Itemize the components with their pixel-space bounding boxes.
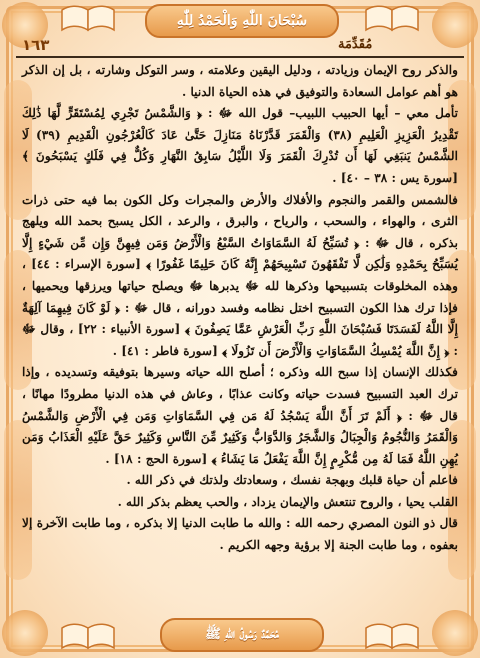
corner-ornament-icon [432, 610, 478, 656]
page-number: ١٦٣ [22, 36, 50, 54]
corner-ornament-icon [2, 610, 48, 656]
paragraph: والذكر روح الإيمان وزيادته ، ودليل اليقين وعلامته ، وسر التوكل وشارته ، بل إن الذكر هو أهم عوامل السعادة والتوفيق في هذه الحياة الدنيا . [22, 63, 458, 99]
section-title: مُقَدِّمَة [338, 37, 373, 52]
top-calligraphy-banner: سُبْحَانَ اللّٰهِ وَالْحَمْدُ لِلّٰهِ [145, 4, 339, 38]
paragraph: فالشمس والقمر والنجوم والأفلاك والأرض والمجرات وكل الكون بما فيه حتى ذرات الثرى ، والهواء ، والسحب ، والرياح ، والبرق ، والرعد ، الكل يسبح بحمد الله ويلهج بذكره ، قال ﷻ : ﴿ تُسَبِّحُ لَهُ السَّمَاوَاتُ السَّبْعُ وَالْأَرْضُ وَمَن فِيهِنَّ وَإِن مِّن شَيْءٍ إِلَّا يُسَبِّحُ بِحَمْدِهِ وَلَٰكِن لَّا تَفْقَهُونَ تَسْبِيحَهُمْ إِنَّهُ كَانَ حَلِيمًا غَفُورًا ﴾ [سورة الإسراء : ٤٤] ، وهذه المخلوقات بتسبيحها وذكرها لله ﷻ يدبرها ﷻ ويصلح حياتها ويرزقها ويحميها ، فإذا ترك هذا الكون التسبيح اختل نظامه وفسد دورانه ، قال ﷻ : ﴿ لَوْ كَانَ فِيهِمَا آلِهَةٌ إِلَّا اللَّهُ لَفَسَدَتَا فَسُبْحَانَ اللَّهِ رَبِّ الْعَرْشِ عَمَّا يَصِفُونَ ﴾ [سورة الأنبياء : ٢٢] ، وقال ﷻ : ﴿ إِنَّ اللَّهَ يُمْسِكُ السَّمَاوَاتِ وَالْأَرْضَ أَن تَزُولَا ﴾ [سورة فاطر : ٤١] . [22, 192, 459, 358]
open-book-icon [60, 622, 116, 650]
paragraph: فاعلم أن حياة قلبك وبهجة نفسك ، وسعادتك ولذتك في ذكر الله . [126, 473, 458, 488]
paragraph: قال ذو النون المصري رحمه الله : والله ما طابت الدنيا إلا بذكره ، وما طابت الآخرة إلا بعفوه ، وما طابت الجنة إلا برؤية وجهه الكريم . [22, 516, 458, 553]
paragraph: القلب يحيا ، والروح تنتعش والإيمان يزداد ، والحب يعظم بذكر الله . [117, 494, 458, 509]
corner-ornament-icon [432, 2, 478, 48]
open-book-icon [364, 4, 420, 32]
header-divider [16, 56, 464, 58]
open-book-icon [364, 622, 420, 650]
bottom-calligraphy-banner: مُحَمَّدٌ رَسُولُ اللّٰهِ ﷺ [160, 618, 324, 652]
body-text [22, 60, 458, 612]
paragraph: تأمل معي – أيها الحبيب اللبيب– قول الله ﷻ : ﴿ وَالشَّمْسُ تَجْرِي لِمُسْتَقَرٍّ لَّهَا ذَٰلِكَ تَقْدِيرُ الْعَزِيزِ الْعَلِيمِ (٣٨) وَالْقَمَرَ قَدَّرْنَاهُ مَنَازِلَ حَتَّىٰ عَادَ كَالْعُرْجُونِ الْقَدِيمِ (٣٩) لَا الشَّمْسُ يَنبَغِي لَهَا أَن تُدْرِكَ الْقَمَرَ وَلَا اللَّيْلُ سَابِقُ النَّهَارِ وَكُلٌّ فِي فَلَكٍ يَسْبَحُونَ ﴾ [سورة يس : ٣٨ – ٤٠] . [22, 106, 458, 185]
paragraph: فكذلك الإنسان إذا سبح الله وذكره ؛ أصلح الله حياته وسيرها بتوفيقه وتسديده ، وإذا ترك العبد التسبيح فسدت حياته وكانت عذابًا ، وعاش في هذه الدنيا مطرودًا مهانًا ، قال ﷻ : ﴿ أَلَمْ تَرَ أَنَّ اللَّهَ يَسْجُدُ لَهُ مَن فِي السَّمَاوَاتِ وَمَن فِي الْأَرْضِ وَالشَّمْسُ وَالْقَمَرُ وَالنُّجُومُ وَالْجِبَالُ وَالشَّجَرُ وَالدَّوَابُّ وَكَثِيرٌ مِّنَ النَّاسِ وَكَثِيرٌ حَقَّ عَلَيْهِ الْعَذَابُ وَمَن يُهِنِ اللَّهُ فَمَا لَهُ مِن مُّكْرِمٍ إِنَّ اللَّهَ يَفْعَلُ مَا يَشَاءُ ﴾ [سورة الحج : ١٨] . [22, 365, 458, 466]
open-book-icon [60, 4, 116, 32]
